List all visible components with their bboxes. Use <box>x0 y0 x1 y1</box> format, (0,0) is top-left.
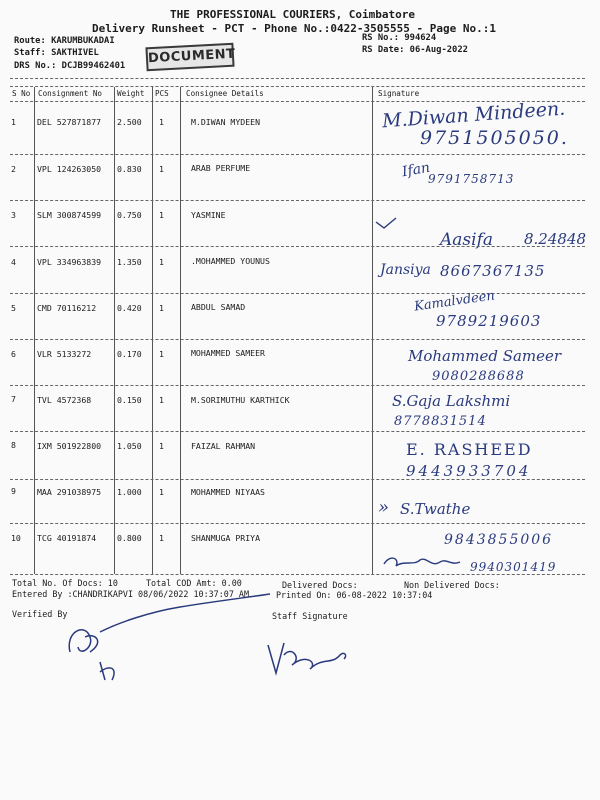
printed-on: Printed On: 06-08-2022 10:37:04 <box>276 590 433 600</box>
row-divider <box>10 385 585 386</box>
row-weight: 1.350 <box>117 257 142 267</box>
column-header-pcs: PCS <box>155 89 169 98</box>
staff-label: Staff: SAKTHIVEL <box>14 48 99 58</box>
row-pcs: 1 <box>159 533 164 543</box>
row-pcs: 1 <box>159 117 164 127</box>
tamil-signature-scrawl <box>380 550 600 580</box>
row-sno: 5 <box>11 303 16 313</box>
signature-name: S.Gaja Lakshmi <box>392 392 511 410</box>
total-docs: Total No. Of Docs: 10 <box>12 578 118 588</box>
staff-signature <box>262 625 352 685</box>
column-header-weight: Weight <box>117 89 145 98</box>
header-divider <box>10 86 585 87</box>
signature-name: S.Twathe <box>400 500 471 518</box>
runsheet-title: Delivery Runsheet - PCT - Phone No.:0422-3505555 - Page No.:1 <box>92 22 496 35</box>
signature-phone: 9789219603 <box>436 312 542 330</box>
signature-name: Ifan <box>400 159 432 181</box>
row-divider <box>10 246 585 247</box>
non-delivered-docs: Non Delivered Docs: <box>404 580 500 590</box>
row-consignee: M.DIWAN MYDEEN <box>191 117 261 127</box>
row-sno: 9 <box>11 486 16 496</box>
row-divider <box>10 339 585 340</box>
row-pcs: 1 <box>159 395 164 405</box>
row-consignment: TVL 4572368 <box>37 395 92 405</box>
signature-phone: 9080288688 <box>432 369 525 384</box>
signature-phone: 8667367135 <box>440 262 546 280</box>
delivered-docs: Delivered Docs: <box>282 580 358 590</box>
row-consignee: .MOHAMMED YOUNUS <box>191 256 270 266</box>
row-pcs: 1 <box>159 349 164 359</box>
row-consignment: VLR 5133272 <box>37 349 92 359</box>
row-weight: 1.000 <box>117 487 142 497</box>
column-header-signature: Signature <box>378 89 420 98</box>
row-consignment: TCG 40191874 <box>37 533 97 543</box>
row-consignee: ARAB PERFUME <box>191 163 251 173</box>
signature-name: Jansiya <box>380 262 431 278</box>
row-consignee: FAIZAL RAHMAN <box>191 441 256 451</box>
row-consignment: MAA 291038975 <box>37 487 102 497</box>
signature-name: Mohammed Sameer <box>408 347 562 365</box>
row-weight: 0.800 <box>117 533 142 543</box>
column-divider <box>34 87 35 574</box>
staff-signature-label: Staff Signature <box>272 611 348 621</box>
rs-number: RS No.: 994624 <box>362 33 437 43</box>
signature-phone: 9751505050. <box>420 127 569 149</box>
row-consignment: CMD 70116212 <box>37 303 97 313</box>
header-divider <box>10 78 585 79</box>
entered-by: Entered By :CHANDRIKAPVI 08/06/2022 10:37:07 AM <box>12 589 249 599</box>
signature-phone: 9443933704 <box>406 462 532 480</box>
verified-by-signature <box>60 592 290 702</box>
signature-name: 9843855006 <box>444 532 554 548</box>
column-divider <box>180 87 181 574</box>
signature-phone: 9940301419 <box>470 560 557 574</box>
row-consignee: MOHAMMED SAMEER <box>191 348 265 358</box>
signature-name: Kamalvdeen <box>413 288 496 315</box>
row-divider <box>10 154 585 155</box>
row-divider <box>10 431 585 432</box>
row-consignment: SLM 300874599 <box>37 210 102 220</box>
row-pcs: 1 <box>159 164 164 174</box>
row-consignee: YASMINE <box>191 210 226 220</box>
column-header-sno: S No <box>12 89 31 98</box>
row-consignment: IXM 501922800 <box>37 441 102 451</box>
column-divider <box>114 87 115 574</box>
row-consignment: VPL 124263050 <box>37 164 102 174</box>
row-consignment: VPL 334963839 <box>37 257 102 267</box>
signature-mark: » <box>378 497 390 518</box>
column-divider <box>152 87 153 574</box>
row-sno: 8 <box>11 440 16 450</box>
column-header-consignee: Consignee Details <box>186 89 264 98</box>
row-weight: 1.050 <box>117 441 142 451</box>
row-weight: 0.150 <box>117 395 142 405</box>
row-sno: 6 <box>11 349 16 359</box>
row-consignment: DEL 527871877 <box>37 117 102 127</box>
signature-phone: 8.24848 <box>524 230 587 248</box>
row-sno: 4 <box>11 257 16 267</box>
column-header-consignment: Consignment No <box>38 89 103 98</box>
row-sno: 1 <box>11 117 16 127</box>
row-sno: 3 <box>11 210 16 220</box>
row-consignee: MOHAMMED NIYAAS <box>191 487 265 497</box>
row-pcs: 1 <box>159 441 164 451</box>
row-weight: 0.170 <box>117 349 142 359</box>
row-sno: 7 <box>11 394 16 404</box>
row-weight: 0.830 <box>117 164 142 174</box>
row-pcs: 1 <box>159 487 164 497</box>
row-sno: 2 <box>11 164 16 174</box>
total-cod: Total COD Amt: 0.00 <box>146 578 242 588</box>
row-consignee: ABDUL SAMAD <box>191 302 246 312</box>
company-title: THE PROFESSIONAL COURIERS, Coimbatore <box>170 8 416 21</box>
row-sno: 10 <box>11 533 21 543</box>
row-divider <box>10 200 585 201</box>
row-consignee: SHANMUGA PRIYA <box>191 533 261 543</box>
signature-phone: 9791758713 <box>428 172 515 186</box>
verified-by-label: Verified By <box>12 609 68 619</box>
row-divider <box>10 523 585 524</box>
document-stamp: DOCUMENT <box>145 43 234 72</box>
row-weight: 2.500 <box>117 117 142 127</box>
signature-name: Aasifa <box>440 230 494 250</box>
row-pcs: 1 <box>159 210 164 220</box>
row-consignee: M.SORIMUTHU KARTHICK <box>191 395 290 405</box>
row-pcs: 1 <box>159 303 164 313</box>
row-weight: 0.750 <box>117 210 142 220</box>
row-divider <box>10 293 585 294</box>
rs-date: RS Date: 06-Aug-2022 <box>362 45 468 55</box>
tick-mark <box>372 214 432 234</box>
row-divider <box>10 479 585 480</box>
signature-name: M.Diwan Mindeen. <box>381 97 566 133</box>
signature-phone: 8778831514 <box>394 414 487 429</box>
drs-number: DRS No.: DCJB99462401 <box>14 61 126 71</box>
route-label: Route: KARUMBUKADAI <box>14 36 115 46</box>
column-divider <box>372 87 373 574</box>
signature-name: E. RASHEED <box>406 440 533 459</box>
row-weight: 0.420 <box>117 303 142 313</box>
row-pcs: 1 <box>159 257 164 267</box>
